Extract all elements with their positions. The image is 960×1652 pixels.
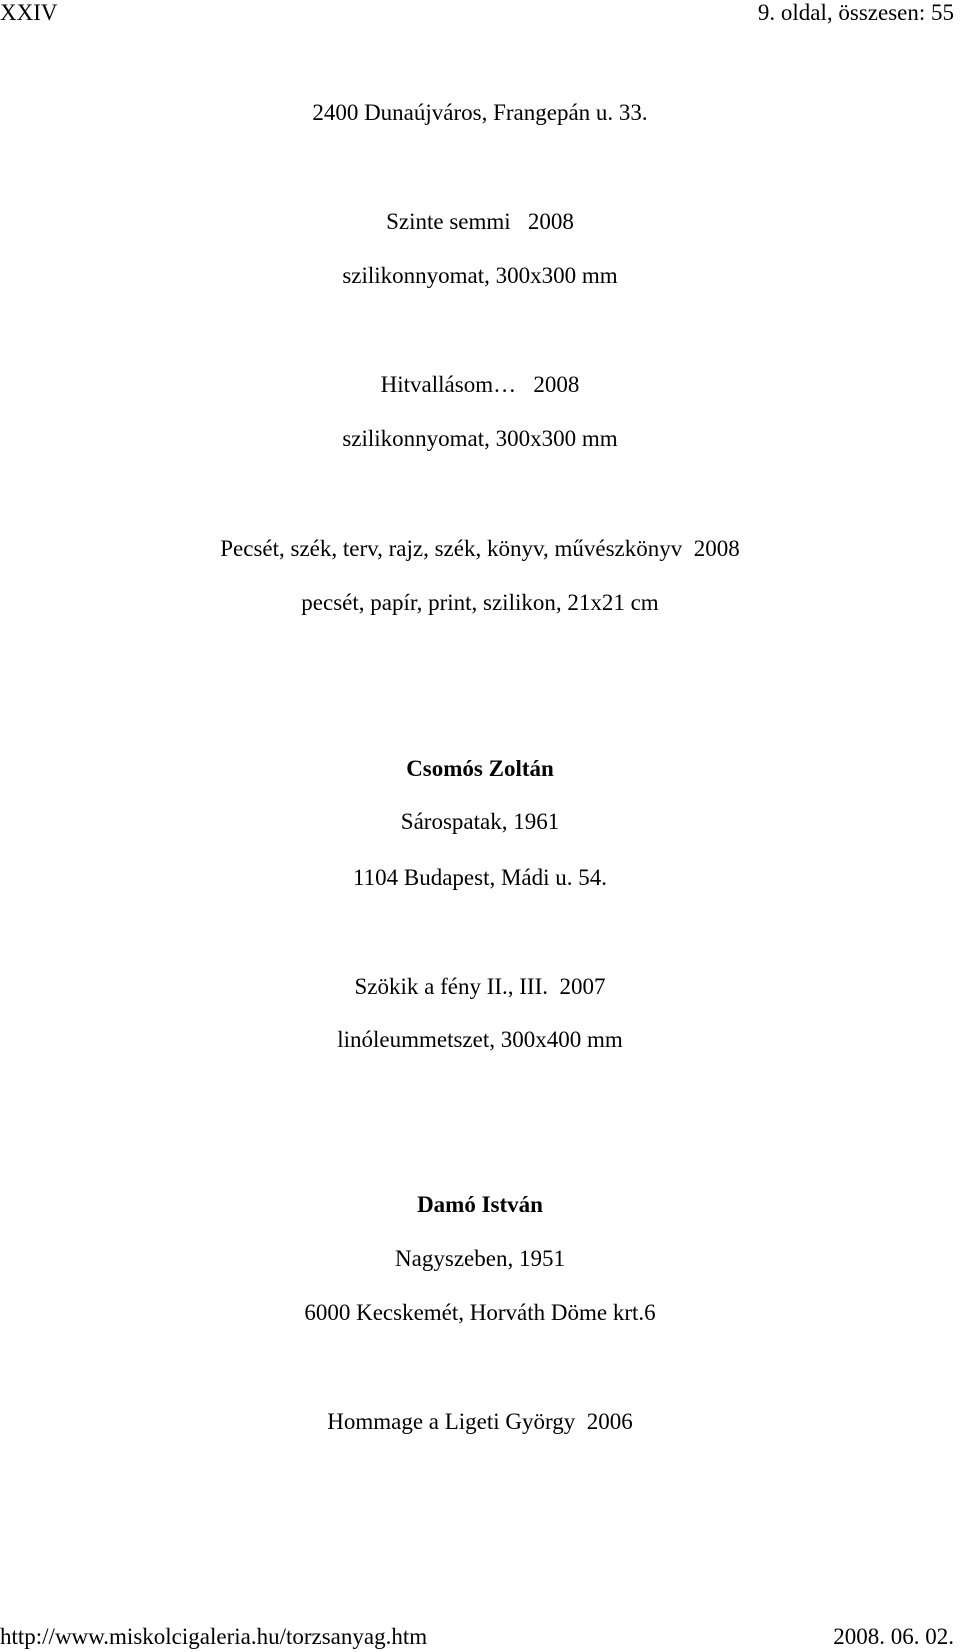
artist-address: 6000 Kecskemét, Horváth Döme krt.6 xyxy=(304,1300,656,1325)
footer-url: http://www.miskolcigaleria.hu/torzsanyag.htm xyxy=(0,1624,428,1649)
work-medium: szilikonnyomat, 300x300 mm xyxy=(342,263,618,288)
header-page-counter: 9. oldal, összesen: 55 xyxy=(757,0,954,25)
work-title: Pecsét, szék, terv, rajz, szék, könyv, művészkönyv 2008 xyxy=(220,536,740,561)
artist-address: 1104 Budapest, Mádi u. 54. xyxy=(352,865,608,890)
artist-name: Damó István xyxy=(417,1192,543,1217)
work-medium: szilikonnyomat, 300x300 mm xyxy=(342,426,618,451)
work-medium: pecsét, papír, print, szilikon, 21x21 cm xyxy=(301,590,659,615)
footer-date: 2008. 06. 02. xyxy=(833,1624,954,1649)
work-medium: linóleummetszet, 300x400 mm xyxy=(337,1027,623,1052)
work-title: Szinte semmi 2008 xyxy=(386,209,574,234)
work-title: Hitvallásom… 2008 xyxy=(380,372,580,397)
address-line: 2400 Dunaújváros, Frangepán u. 33. xyxy=(312,100,648,125)
header-section-number: XXIV xyxy=(0,0,58,25)
artist-birth: Sárospatak, 1961 xyxy=(400,809,560,834)
artist-birth: Nagyszeben, 1951 xyxy=(395,1246,565,1271)
artist-name: Csomós Zoltán xyxy=(406,756,554,781)
work-title: Hommage a Ligeti György 2006 xyxy=(327,1409,633,1434)
work-title: Szökik a fény II., III. 2007 xyxy=(354,974,606,999)
